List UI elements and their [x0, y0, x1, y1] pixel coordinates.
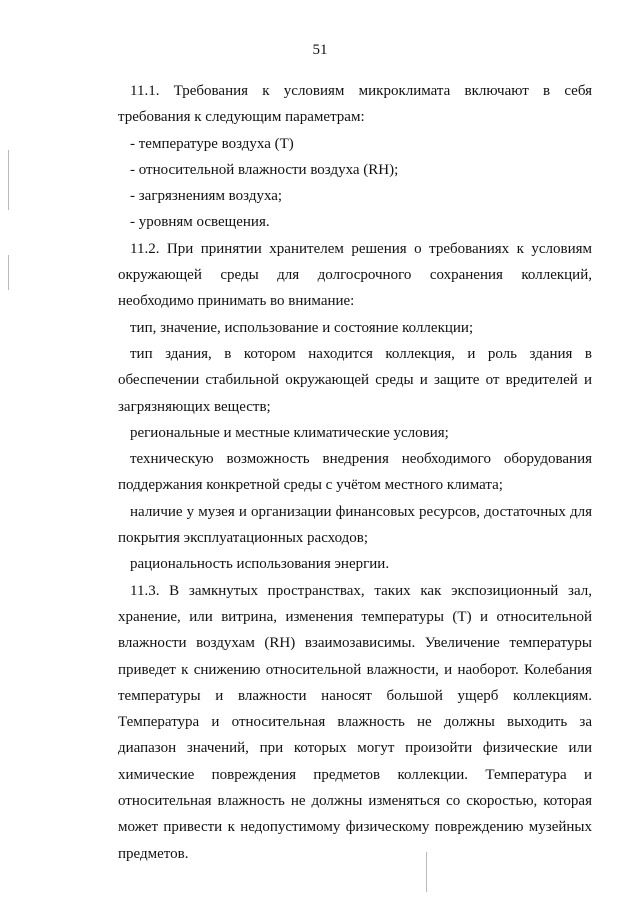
paragraph: рациональность использования энергии.: [130, 556, 390, 573]
scan-artifact: [8, 150, 9, 210]
list-item: - уровням освещения.: [130, 214, 270, 231]
page-number: 51: [312, 42, 328, 58]
paragraph: региональные и местные климатические условия;: [130, 424, 449, 441]
list-item: - загрязнениям воздуха;: [130, 188, 283, 205]
paragraph: 11.3. В замкнутых пространствах, таких как экспозиционный зал, хранение, или витрина, изменения температуры (T) и относительной влажности воздухам (RH) взаимозависимы. Увеличение температуры приведет к снижению относительной влажности, и наоборот. Колебания температуры и влажности наносят большой ущерб коллекциям. Температура и относительная влажность не должны выходить за диапазон значений, при которых могут произойти физические или химические повреждения предметов коллекции. Температура и относительная влажность не должны изменяться со скоростью, которая может привести к недопустимому физическому повреждению музейных предметов.: [118, 582, 592, 862]
paragraph: тип, значение, использование и состояние коллекции;: [130, 319, 474, 336]
scan-artifact: [8, 255, 9, 290]
paragraph: 11.2. При принятии хранителем решения о требованиях к условиям окружающей среды для долгосрочного сохранения коллекций, необходимо принимать во внимание:: [118, 240, 592, 310]
list-item: - температуре воздуха (T): [130, 135, 294, 152]
paragraph: техническую возможность внедрения необходимого оборудования поддержания конкретной среды с учётом местного климата;: [118, 451, 592, 494]
paragraph: тип здания, в котором находится коллекция, и роль здания в обеспечении стабильной окружающей среды и защите от вредителей и загрязняющих веществ;: [118, 345, 592, 415]
paragraph: 11.1. Требования к условиям микроклимата включают в себя требования к следующим параметрам:: [118, 83, 592, 126]
document-body: [118, 78, 592, 867]
list-item: - относительной влажности воздуха (RH);: [130, 161, 399, 178]
paragraph: наличие у музея и организации финансовых ресурсов, достаточных для покрытия эксплуатационных расходов;: [118, 503, 592, 547]
